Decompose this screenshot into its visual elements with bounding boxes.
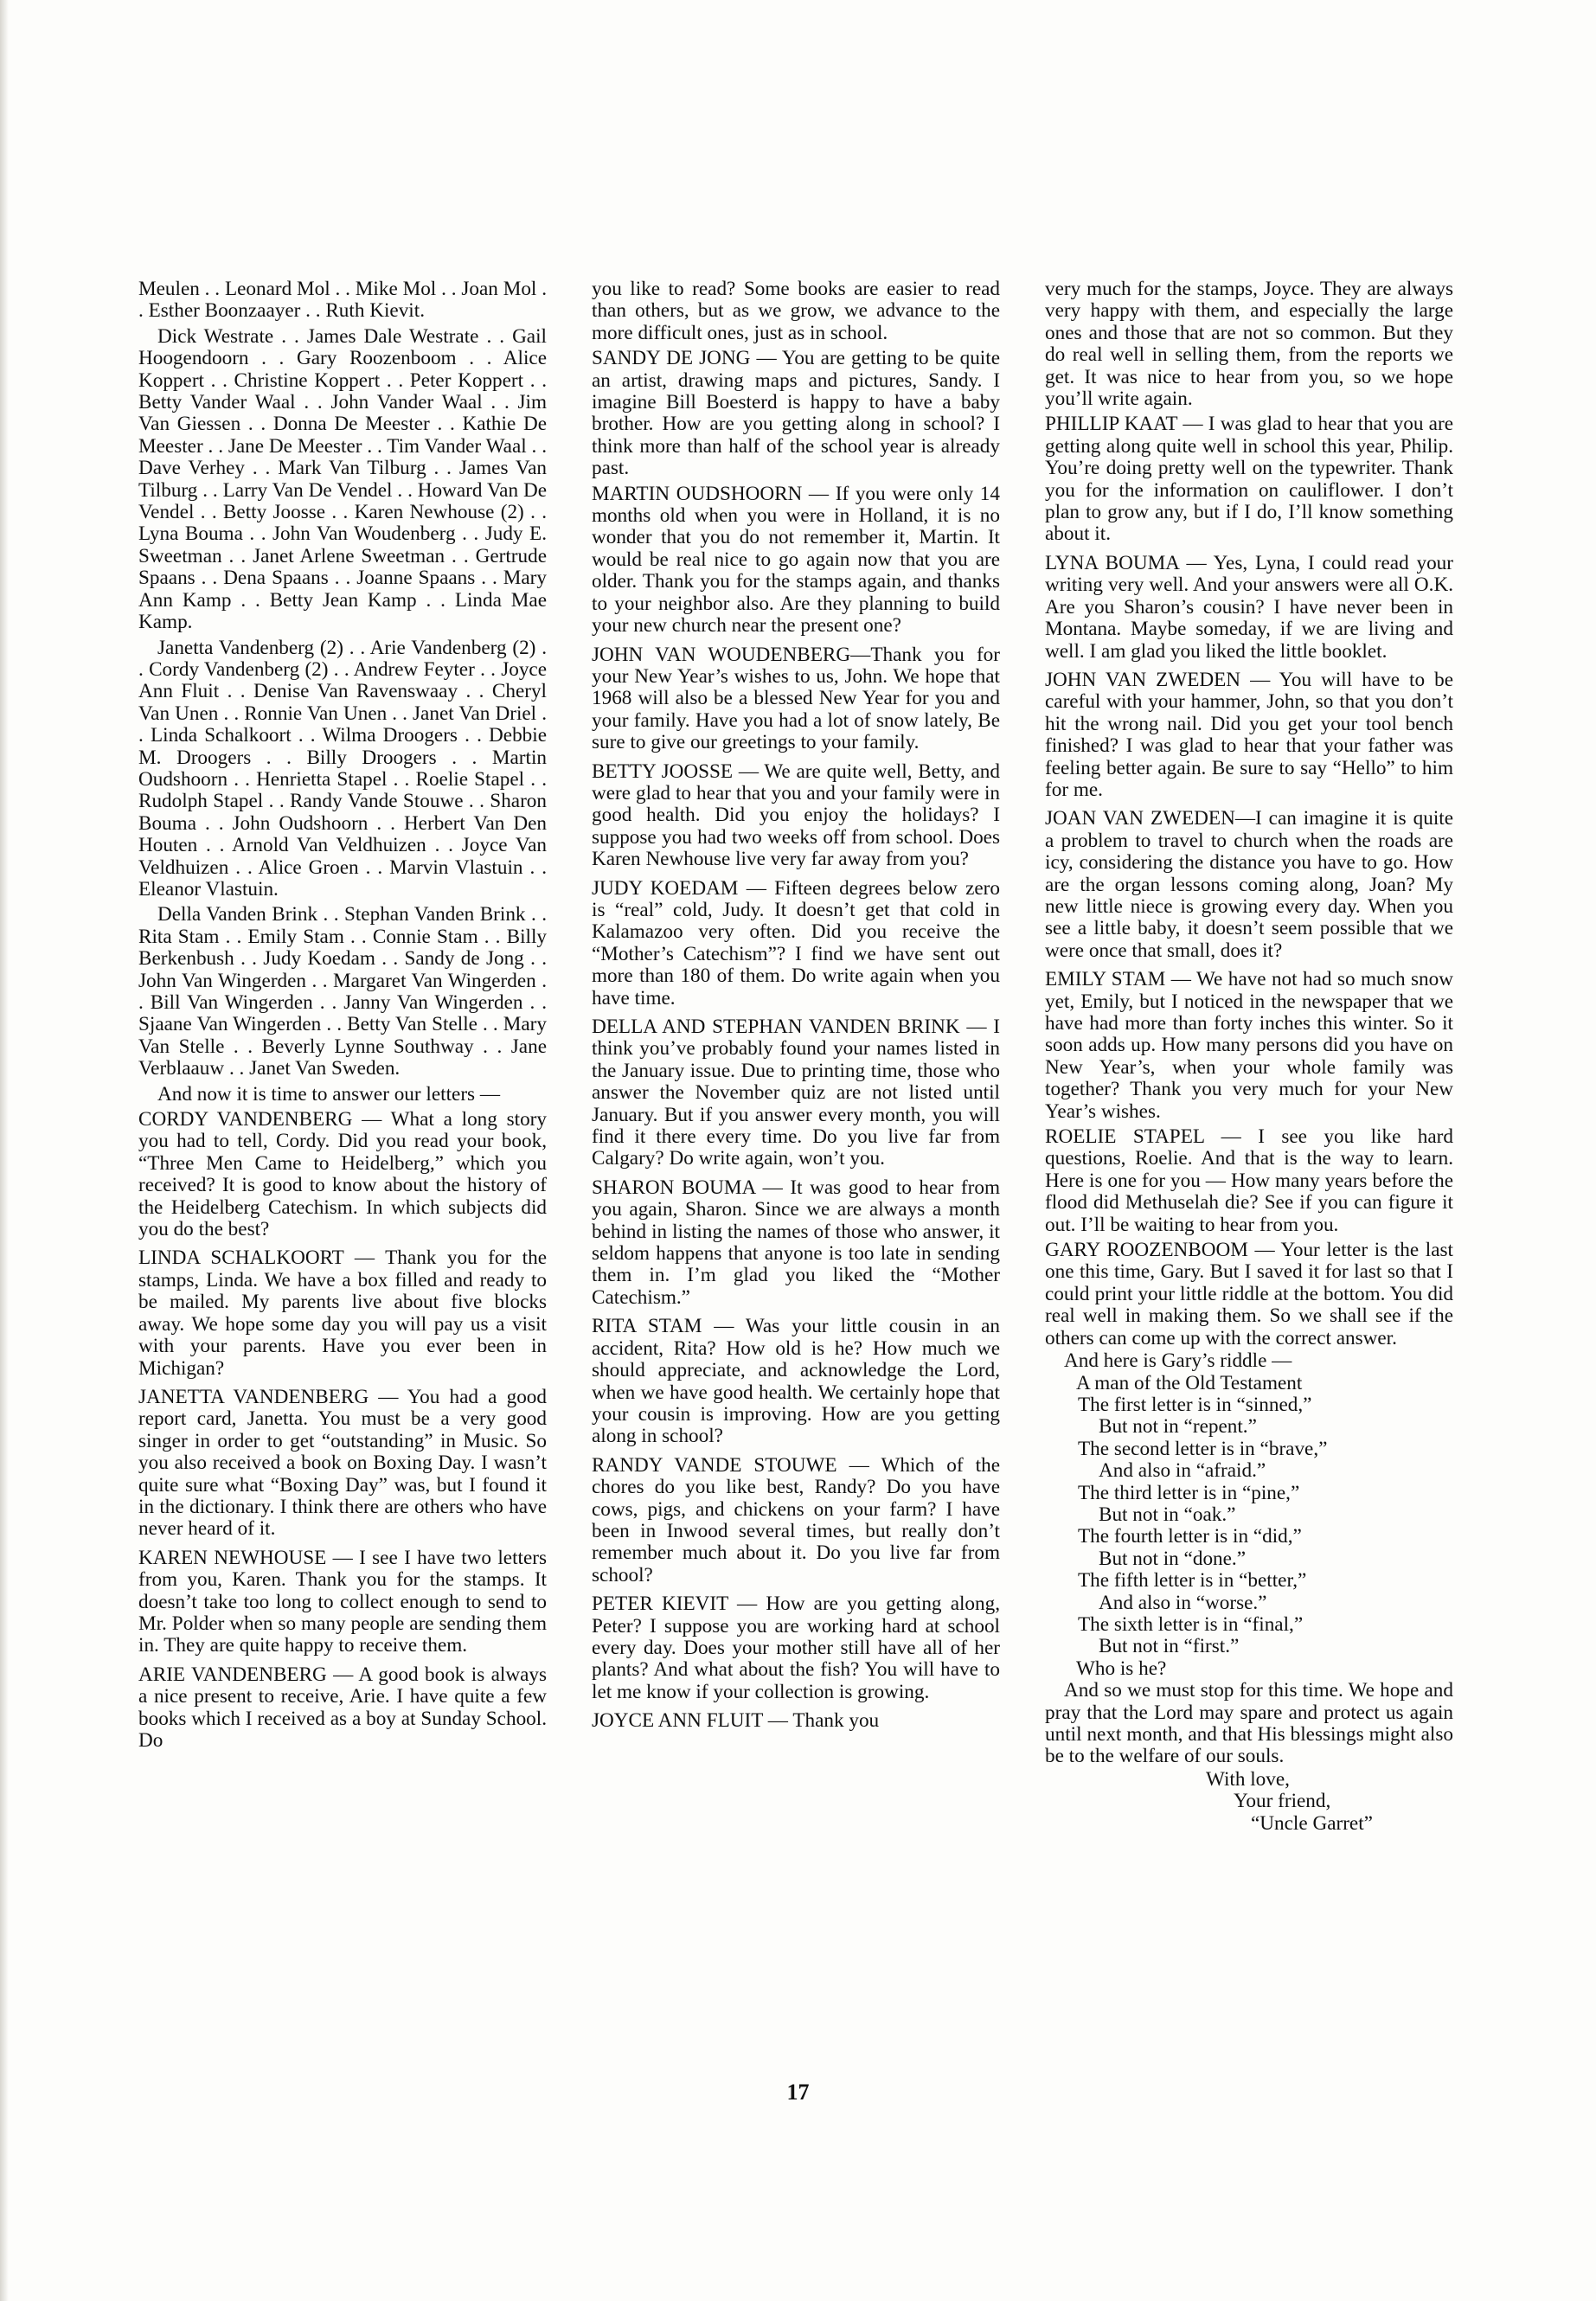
riddle-intro: And here is Gary’s riddle — (1064, 1349, 1292, 1373)
letter-reply: JANETTA VANDENBERG — You had a good report card, Janetta. You must be a very good singer in order to get “outstanding” in Music. So you also received a book on Boxing Day. I wasn’t quite sure what “Boxing Day” was, but I found it in the dictionary. I think there are others who have never heard of it. (138, 1385, 547, 1541)
page-body (138, 279, 1462, 2009)
riddle-line: But not in “oak.” (1099, 1503, 1236, 1526)
signoff-line: Your friend, (1234, 1790, 1331, 1813)
riddle-line: The fifth letter is in “better,” (1078, 1569, 1307, 1593)
intro-paragraph: And now it is time to answer our letters — (157, 1082, 501, 1106)
letter-reply: EMILY STAM — We have not had so much snow yet, Emily, but I noticed in the newspaper that we have had more than forty inches this winter. So it soon adds up. How many persons did you have on New Year’s, when your whole family was together? Thank you very much for your New Year’s wishes. (1045, 968, 1453, 1123)
letter-reply: JOHN VAN ZWEDEN — You will have to be careful with your hammer, John, so that you don’t hit the wrong nail. Did you get your tool bench finished? I was glad to hear that your father was feeling better again. Be sure to say “Hello” to him for me. (1045, 668, 1453, 801)
letter-reply: ROELIE STAPEL — I see you like hard questions, Roelie. And that is the way to learn. Here is one for you — How many years before the flood did Methuselah die? See if you can figure it out. I’ll be waiting to hear from you. (1045, 1125, 1453, 1236)
column-3 (1045, 279, 1453, 1835)
letter-reply: JOYCE ANN FLUIT — Thank you (592, 1709, 880, 1733)
letter-reply: MARTIN OUDSHOORN — If you were only 14 months old when you were in Holland, it is no wonder that you do not remember it, Martin. It would be real nice to go again now that you are older. Thank you for the stamps again, and thanks to your neighbor also. Are they planning to build your new church near the present one? (592, 482, 1000, 638)
letter-reply: GARY ROOZENBOOM — Your letter is the last one this time, Gary. But I saved it for last so that I could print your little riddle at the bottom. You did real well in making them. So we shall see if the others can come up with the correct answer. (1045, 1239, 1453, 1349)
signoff-line: With love, (1206, 1767, 1290, 1791)
letter-reply: PHILLIP KAAT — I was glad to hear that you are getting along quite well in school this year, Philip. You’re doing pretty well on the typewriter. Thank you for the information on cauliflower. I don’t plan to grow any, but if I do, I’ll know something about it. (1045, 413, 1453, 546)
riddle-line: The sixth letter is in “final,” (1078, 1612, 1304, 1636)
letter-reply: JOAN VAN ZWEDEN—I can imagine it is quite a problem to travel to church when the roads are icy, considering the distance you have to go. How are the organ lessons coming along, Joan? My new little niece is growing every day. When you see a little baby, it doesn’t seem possible that we were once that small, does it? (1045, 807, 1453, 962)
riddle (1045, 1350, 1453, 1680)
letter-reply: CORDY VANDENBERG — What a long story you had to tell, Cordy. Did you read your book, “Three Men Came to Heidelberg,” which you received? It is good to know about the history of the Heidelberg Catechism. In which subjects did you do the best? (138, 1108, 547, 1241)
letter-reply: very much for the stamps, Joyce. They are always very happy with them, and especially the large ones and those that are not so common. But they do real well in selling them, from the reports we get. It was nice to hear from you, so we hope you’ll write again. (1045, 278, 1453, 411)
letter-reply: LINDA SCHALKOORT — Thank you for the stamps, Linda. We have a box filled and ready to be mailed. My parents live about five blocks away. We hope some day you will pay us a visit with your parents. Have you ever been in Michigan? (138, 1247, 547, 1380)
riddle-line: But not in “first.” (1099, 1635, 1240, 1658)
riddle-line: But not in “repent.” (1099, 1415, 1257, 1439)
name-list-paragraph: Della Vanden Brink . . Stephan Vanden Brink . . Rita Stam . . Emily Stam . . Connie Stam . . Billy Berkenbush . . Judy Koedam . . Sandy de Jong . . John Van Wingerden . . Margaret Van Wingerden . . Bill Van Wingerden . . Janny Van Wingerden . . Sjaane Van Wingerden . . Betty Van Stelle . . Mary Van Stelle . . Beverly Lynne Southway . . Jane Verblaauw . . Janet Van Sweden. (138, 903, 547, 1080)
letter-reply: JUDY KOEDAM — Fifteen degrees below zero is “real” cold, Judy. It doesn’t get that cold in Kalamazoo very often. Did you receive the “Mother’s Catechism”? I find we have sent out more than 180 of them. Do write again when you have time. (592, 876, 1000, 1009)
letter-reply: KAREN NEWHOUSE — I see I have two letters from you, Karen. Thank you for the stamps. It doesn’t take too long to collect enough to send to Mr. Polder when so many people are sending them in. They are quite happy to receive them. (138, 1546, 547, 1657)
letter-reply: ARIE VANDENBERG — A good book is always a nice present to receive, Arie. I have quite a few books which I received as a boy at Sunday School. Do (138, 1663, 547, 1752)
riddle-line: The fourth letter is in “did,” (1078, 1525, 1302, 1548)
name-list-paragraph: Meulen . . Leonard Mol . . Mike Mol . . Joan Mol . . Esther Boonzaayer . . Ruth Kievit. (138, 278, 547, 323)
letter-reply: SHARON BOUMA — It was good to hear from you again, Sharon. Since we are always a month behind in listing the names of those who answer, it seldom happens that anyone is too late in sending them in. I’m glad you liked the “Mother Catechism.” (592, 1176, 1000, 1309)
riddle-line: The first letter is in “sinned,” (1078, 1393, 1312, 1416)
riddle-line: The third letter is in “pine,” (1078, 1481, 1300, 1504)
column-2 (592, 279, 1000, 1734)
letter-reply: RITA STAM — Was your little cousin in an accident, Rita? How old is he? How much we should appreciate, and acknowledge the Lord, when we have good health. We certainly hope that your cousin is improving. How are you getting along in school? (592, 1315, 1000, 1448)
closing-paragraph: And so we must stop for this time. We hope and pray that the Lord may spare and protect us again until next month, and that His blessings might also be to the welfare of our souls. (1045, 1679, 1453, 1768)
scan-edge (0, 0, 9, 2301)
riddle-line: And also in “afraid.” (1099, 1459, 1266, 1483)
riddle-line: And also in “worse.” (1099, 1591, 1267, 1614)
signoff-signature: “Uncle Garret” (1251, 1811, 1373, 1835)
letter-reply: you like to read? Some books are easier to read than others, but as we grow, we advance to the more difficult ones, just as in school. (592, 278, 1000, 344)
name-list-paragraph: Janetta Vandenberg (2) . . Arie Vandenberg (2) . . Cordy Vandenberg (2) . . Andrew Feyter . . Joyce Ann Fluit . . Denise Van Ravenswaay . . Cheryl Van Unen . . Ronnie Van Unen . . Janet Van Driel . . Linda Schalkoort . . Wilma Droogers . . Debbie M. Droogers . . Billy Droogers . . Martin Oudshoorn . . Henrietta Stapel . . Roelie Stapel . . Rudolph Stapel . . Randy Vande Stouwe . . Sharon Bouma . . John Oudshoorn . . Herbert Van Den Houten . . Arnold Van Veldhuizen . . Joyce Van Veldhuizen . . Alice Groen . . Marvin Vlastuin . . Eleanor Vlastuin. (138, 636, 547, 901)
riddle-line: A man of the Old Testament (1076, 1371, 1303, 1394)
page-number: 17 (786, 2080, 810, 2105)
letter-reply: RANDY VANDE STOUWE — Which of the chores do you like best, Randy? Do you have cows, pigs, and chickens on your farm? I have been in Inwood several times, but really don’t remember much about it. Do you live far from school? (592, 1453, 1000, 1586)
letter-reply: SANDY DE JONG — You are getting to be quite an artist, drawing maps and pictures, Sandy. I imagine Bill Boesterd is happy to have a baby brother. How are you getting along in school? I think more than half of the school year is already past. (592, 347, 1000, 480)
riddle-question: Who is he? (1076, 1657, 1167, 1680)
letter-reply: DELLA AND STEPHAN VANDEN BRINK — I think you’ve probably found your names listed in the January issue. Due to printing time, those who answer the November quiz are not listed until January. But if you answer every month, you will find it there every time. Do you live far from Calgary? Do write again, won’t you. (592, 1016, 1000, 1170)
column-1 (138, 279, 547, 1753)
name-list-paragraph: Dick Westrate . . James Dale Westrate . . Gail Hoogendoorn . . Gary Roozenboom . . Alice Koppert . . Christine Koppert . . Peter Koppert . . Betty Vander Waal . . John Vander Waal . . Jim Van Giessen . . Donna De Meester . . Kathie De Meester . . Jane De Meester . . Tim Vander Waal . . Dave Verhey . . Mark Van Tilburg . . James Van Tilburg . . Larry Van De Vendel . . Howard Van De Vendel . . Betty Joosse . . Karen Newhouse (2) . . Lyna Bouma . . John Van Woudenberg . . Judy E. Sweetman . . Janet Arlene Sweetman . . Gertrude Spaans . . Dena Spaans . . Joanne Spaans . . Mary Ann Kamp . . Betty Jean Kamp . . Linda Mae Kamp. (138, 324, 547, 634)
riddle-line: The second letter is in “brave,” (1078, 1437, 1328, 1460)
letter-reply: JOHN VAN WOUDENBERG—Thank you for your New Year’s wishes to us, John. We hope that 1968 will also be a blessed New Year for you and your family. Have you had a lot of snow lately, Be sure to give our greetings to your family. (592, 643, 1000, 754)
letter-reply: LYNA BOUMA — Yes, Lyna, I could read your writing very well. And your answers were all O.K. Are you Sharon’s cousin? I have never been in Montana. Maybe someday, if we are living and well. I am glad you liked the little booklet. (1045, 551, 1453, 663)
letter-reply: BETTY JOOSSE — We are quite well, Betty, and were glad to hear that you and your family were in good health. Did you enjoy the holidays? I suppose you had two weeks off from school. Does Karen Newhouse live very far away from you? (592, 760, 1000, 871)
letter-reply: PETER KIEVIT — How are you getting along, Peter? I suppose you are working hard at school every day. Does your mother still have all of her plants? And what about the fish? You will have to let me know if your collection is growing. (592, 1593, 1000, 1703)
riddle-line: But not in “done.” (1099, 1547, 1247, 1570)
